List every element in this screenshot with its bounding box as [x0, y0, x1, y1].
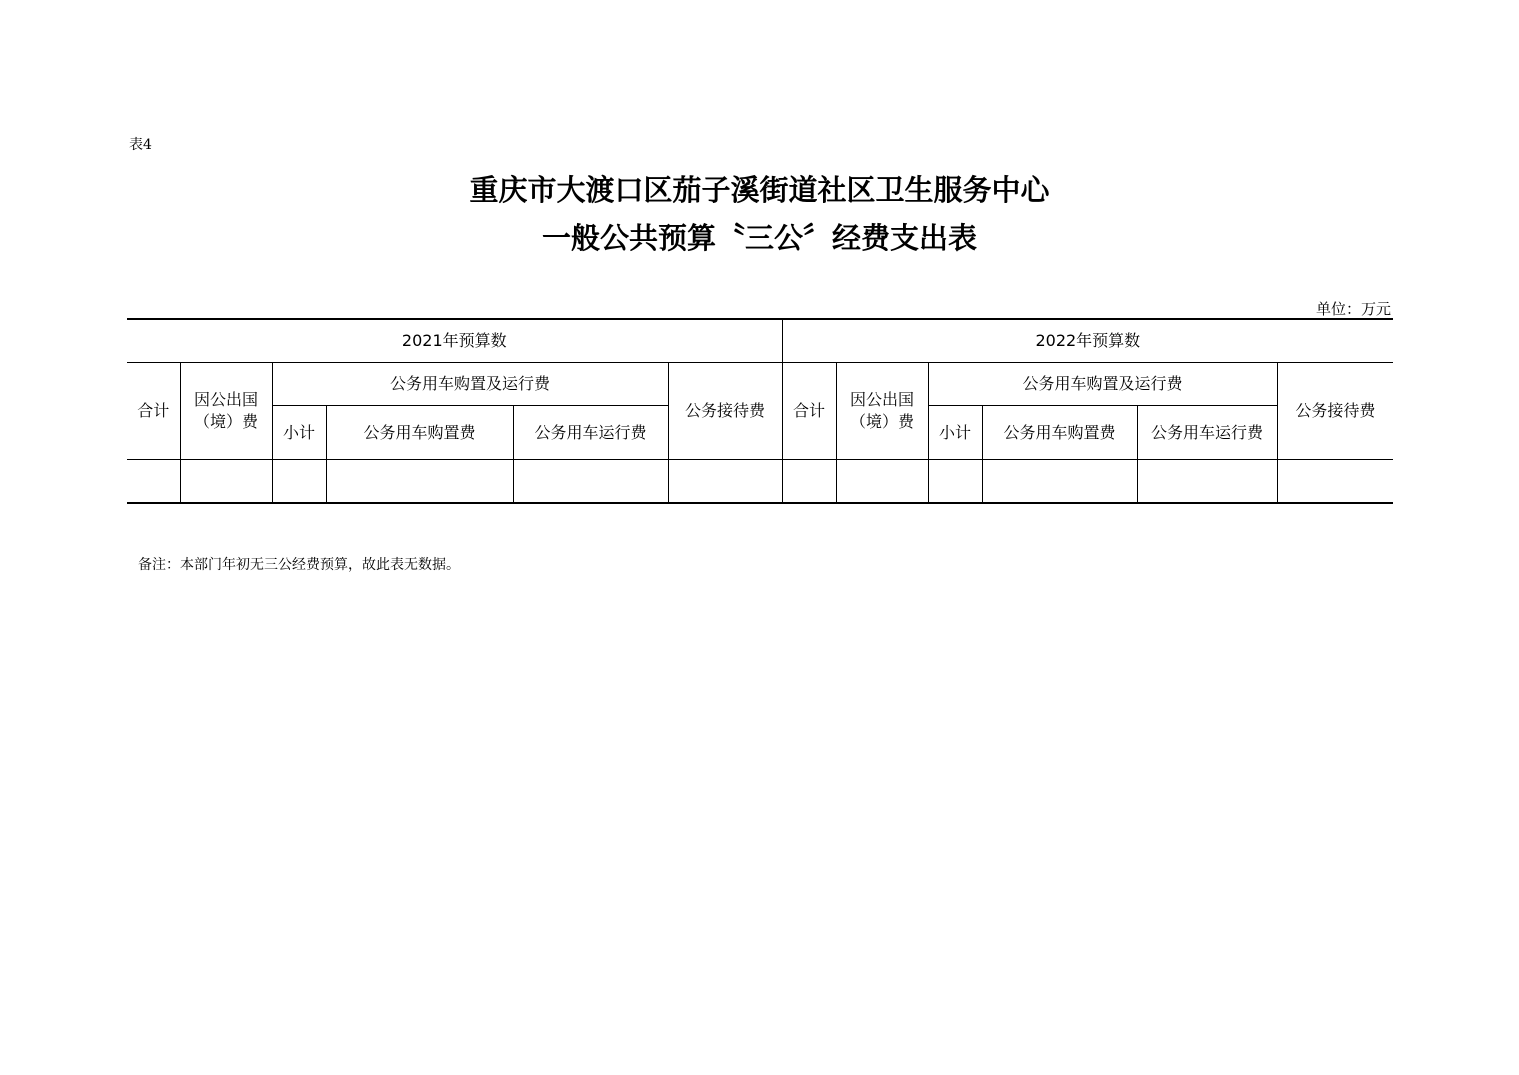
cell-total-2021 [127, 460, 180, 504]
table-number: 表4 [129, 137, 152, 153]
unit-label: 单位：万元 [1315, 300, 1391, 318]
header-reception-2022: 公务接待费 [1277, 363, 1393, 460]
header-subtotal-2022: 小计 [928, 406, 982, 460]
header-abroad-2021: 因公出国（境）费 [180, 363, 272, 460]
header-operation-2022: 公务用车运行费 [1137, 406, 1277, 460]
cell-operation-2022 [1137, 460, 1277, 504]
page-title-line2: 一般公共预算〝三公〞经费支出表 [541, 221, 977, 255]
cell-reception-2022 [1277, 460, 1393, 504]
header-total-2022: 合计 [782, 363, 836, 460]
header-total-2021: 合计 [127, 363, 180, 460]
footnote: 备注：本部门年初无三公经费预算，故此表无数据。 [138, 557, 460, 573]
header-purchase-2021: 公务用车购置费 [326, 406, 513, 460]
cell-reception-2021 [668, 460, 782, 504]
three-public-expense-table [127, 318, 1393, 504]
header-subtotal-2021: 小计 [272, 406, 326, 460]
header-row-categories [127, 363, 1393, 406]
table-row [127, 460, 1393, 504]
header-vehicle-2021: 公务用车购置及运行费 [272, 363, 668, 406]
cell-total-2022 [782, 460, 836, 504]
header-reception-2021: 公务接待费 [668, 363, 782, 460]
cell-purchase-2021 [326, 460, 513, 504]
cell-abroad-2021 [180, 460, 272, 504]
cell-subtotal-2022 [928, 460, 982, 504]
cell-abroad-2022 [836, 460, 928, 504]
header-row-years [127, 319, 1393, 363]
header-year-2021: 2021年预算数 [127, 319, 782, 363]
cell-purchase-2022 [982, 460, 1137, 504]
header-abroad-2022: 因公出国（境）费 [836, 363, 928, 460]
cell-operation-2021 [513, 460, 668, 504]
page-title-line1: 重庆市大渡口区茄子溪街道社区卫生服务中心 [469, 173, 1050, 207]
header-purchase-2022: 公务用车购置费 [982, 406, 1137, 460]
cell-subtotal-2021 [272, 460, 326, 504]
header-year-2022: 2022年预算数 [782, 319, 1393, 363]
header-vehicle-2022: 公务用车购置及运行费 [928, 363, 1277, 406]
header-operation-2021: 公务用车运行费 [513, 406, 668, 460]
